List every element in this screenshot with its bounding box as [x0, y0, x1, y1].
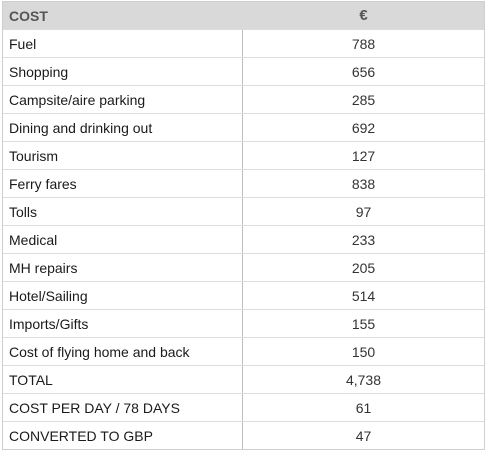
- table-row-total: [3, 365, 484, 393]
- row-label: Ferry fares: [3, 170, 243, 197]
- row-value: 514: [351, 287, 376, 304]
- row-label: Shopping: [3, 58, 243, 85]
- table-row: [3, 253, 484, 281]
- table-body: [3, 29, 484, 449]
- row-label: COST PER DAY / 78 DAYS: [3, 394, 243, 421]
- row-value: 285: [351, 91, 376, 108]
- table-row: [3, 197, 484, 225]
- row-label: Dining and drinking out: [3, 114, 243, 141]
- row-value: 155: [351, 315, 376, 332]
- row-label: Imports/Gifts: [3, 310, 243, 337]
- header-currency-label: €: [359, 7, 368, 24]
- row-label: Cost of flying home and back: [3, 338, 243, 365]
- table-row-per-day: [3, 393, 484, 421]
- row-label: CONVERTED TO GBP: [3, 422, 243, 449]
- row-value: 788: [351, 35, 376, 52]
- row-value: 150: [351, 343, 376, 360]
- cost-table: [2, 1, 485, 450]
- table-header-row: [3, 1, 484, 29]
- table-row: [3, 281, 484, 309]
- row-label: Tolls: [3, 198, 243, 225]
- row-label: Fuel: [3, 30, 243, 57]
- row-label: Tourism: [3, 142, 243, 169]
- row-value: 47: [355, 427, 372, 444]
- table-row: [3, 29, 484, 57]
- row-value: 233: [351, 231, 376, 248]
- row-value: 61: [355, 399, 372, 416]
- table-row: [3, 225, 484, 253]
- table-row: [3, 85, 484, 113]
- table-row-gbp: [3, 421, 484, 449]
- row-label: Campsite/aire parking: [3, 86, 243, 113]
- row-value: 692: [351, 119, 376, 136]
- table-row: [3, 141, 484, 169]
- table-row: [3, 309, 484, 337]
- row-label: Medical: [3, 226, 243, 253]
- table-row: [3, 57, 484, 85]
- table-row: [3, 169, 484, 197]
- row-label: TOTAL: [3, 366, 243, 393]
- row-value: 838: [351, 175, 376, 192]
- header-cost-label: COST: [9, 7, 48, 24]
- row-value: 656: [351, 63, 376, 80]
- row-value: 127: [351, 147, 376, 164]
- row-label: Hotel/Sailing: [3, 282, 243, 309]
- row-value: 97: [355, 203, 372, 220]
- row-label: MH repairs: [3, 254, 243, 281]
- table-row: [3, 337, 484, 365]
- row-value: 205: [351, 259, 376, 276]
- table-row: [3, 113, 484, 141]
- row-value: 4,738: [345, 371, 382, 388]
